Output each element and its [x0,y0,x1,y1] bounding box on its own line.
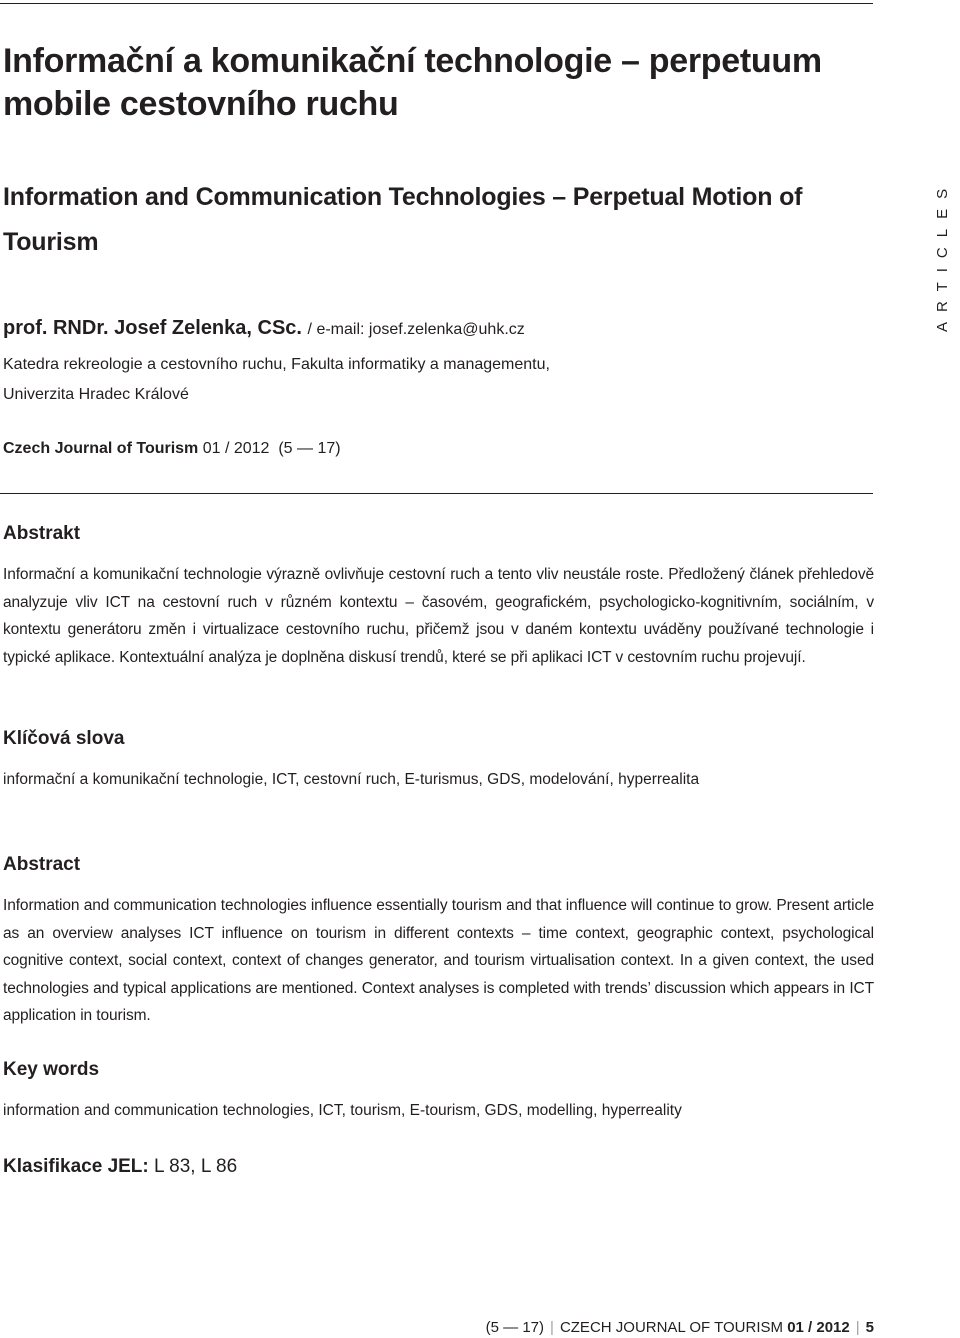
footer-pages: (5 — 17) [485,1319,545,1336]
key-words-text: information and communication technologies, ICT, tourism, E-tourism, GDS, modelling, hyperreality [3,1102,682,1119]
jel-value: L 83, L 86 [148,1156,238,1177]
author-email: / e-mail: josef.zelenka@uhk.cz [307,321,525,338]
university: Univerzita Hradec Králové [3,386,189,403]
klicova-slova-text: informační a komunikační technologie, ICT, cestovní ruch, E-turismus, GDS, modelování, hyperrealita [3,771,700,788]
title-czech: Informační a komunikační technologie – perpetuum mobile cestovního ruchu [3,42,822,123]
title-english: Information and Communication Technologies – Perpetual Motion of Tourism [3,183,803,256]
affiliation [3,350,863,410]
abstrakt-text: Informační a komunikační technologie výrazně ovlivňuje cestovní ruch a tento vliv neustále roste. Předložený článek přehledově analyzuje vliv ICT na cestovní ruch v různém kontextu – časovém, geografickém, psychologicko-kognitivním, sociálním, v kontextu generátoru změn i virtualizace cestovního ruchu, přičemž jsou v daném kontextu uváděny používané technologie i typické aplikace. Kontextuální analýza je doplněna diskusí trendů, které se při aplikaci ICT v cestovním ruchu projevují. [3,566,874,666]
footer-separator: | [855,1319,860,1336]
journal-name: Czech Journal of Tourism [3,440,199,457]
jel-label: Klasifikace JEL: [3,1156,149,1177]
abstrakt-heading: Abstrakt [3,523,81,544]
top-rule [0,3,873,4]
author-line [3,315,863,343]
articles-side-label: ARTICLES [934,178,951,332]
footer-journal: CZECH JOURNAL OF TOURISM [559,1319,784,1336]
key-words-heading: Key words [3,1059,100,1080]
jel-classification [3,1154,603,1180]
section-rule [0,493,873,494]
author-name: prof. RNDr. Josef Zelenka, CSc. [3,317,302,339]
footer-separator: | [550,1319,554,1336]
department: Katedra rekreologie a cestovního ruchu, Fakulta informatiky a managementu, [3,356,550,373]
abstract-text: Information and communication technologies influence essentially tourism and that influence will continue to grow. Present article as an overview analyses ICT influence on tourism in different contexts – time context, geographic context, psychological cognitive context, social context, context of changes generator, and tourism virtualisation context. In a given context, the used technologies and typical applications are mentioned. Context analyses is completed with trends’ discussion which appears in ICT application in tourism. [3,897,874,1024]
footer-page-number: 5 [865,1319,874,1336]
abstract-heading: Abstract [3,854,81,875]
journal-citation [3,436,863,462]
page-footer [486,1318,874,1338]
klicova-slova-heading: Klíčová slova [3,728,125,749]
journal-issue: 01 / 2012 (5 — 17) [198,440,341,457]
footer-issue: 01 / 2012 [787,1319,850,1336]
